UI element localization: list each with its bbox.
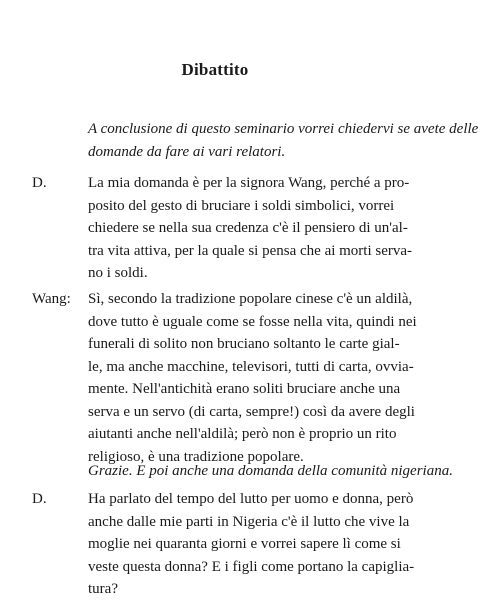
paragraph-line: religioso, è una tradizione popolare.: [88, 448, 304, 465]
paragraph-line: aiutanti anche nell'aldilà; però non è proprio un rito: [88, 426, 397, 442]
paragraph-line: veste questa donna? E i figli come portano la capiglia-: [88, 558, 415, 575]
paragraph-line: le, ma anche macchine, televisori, tutti di carta, ovvia-: [88, 358, 414, 375]
paragraph-line: chiedere se nella sua credenza c'è il pensiero di un'al-: [88, 220, 408, 236]
paragraph-line: mente. Nell'antichità erano soliti bruciare anche una: [88, 381, 401, 397]
speaker-label: D.: [32, 175, 47, 191]
paragraph-line: dove tutto è uguale come se fosse nella vita, quindi nei: [88, 313, 417, 330]
intro-line: domande da fare ai vari relatori.: [88, 143, 286, 160]
paragraph-line: serva e un servo (di carta, sempre!) così da avere degli: [88, 403, 415, 420]
paragraph-line: Ha parlato del tempo del lutto per uomo e donna, però: [88, 491, 414, 507]
dialogue-paragraph: [88, 288, 417, 468]
paragraph-line: moglie nei quaranta giorni e vorrei sapere lì come si: [88, 536, 401, 552]
intro-line: A conclusione di questo seminario vorrei chiedervi se avete delle: [88, 121, 479, 137]
paragraph-line: tura?: [88, 581, 118, 597]
paragraph-line: tra vita attiva, per la quale si pensa che ai morti serva-: [88, 242, 413, 259]
dialogue-paragraph: [88, 488, 414, 601]
paragraph-line: no i soldi.: [88, 265, 148, 281]
moderator-paragraph: [88, 460, 453, 483]
paragraph-line: La mia domanda è per la signora Wang, perché a pro-: [88, 175, 410, 191]
paragraph-line: anche dalle mie parti in Nigeria c'è il lutto che vive la: [88, 513, 410, 530]
paragraph-line: Grazie. E poi anche una domanda della comunità nigeriana.: [88, 463, 453, 479]
paragraph-line: Sì, secondo la tradizione popolare cinese c'è un aldilà,: [88, 291, 413, 307]
intro-paragraph: [88, 118, 478, 163]
page-title: Dibattito: [181, 60, 249, 79]
paragraph-line: posito del gesto di bruciare i soldi simbolici, vorrei: [88, 197, 395, 214]
paragraph-line: funerali di solito non bruciano soltanto le carte gial-: [88, 336, 400, 352]
dialogue-paragraph: [88, 172, 412, 285]
speaker-label: Wang:: [32, 291, 71, 307]
speaker-label: D.: [32, 491, 47, 507]
